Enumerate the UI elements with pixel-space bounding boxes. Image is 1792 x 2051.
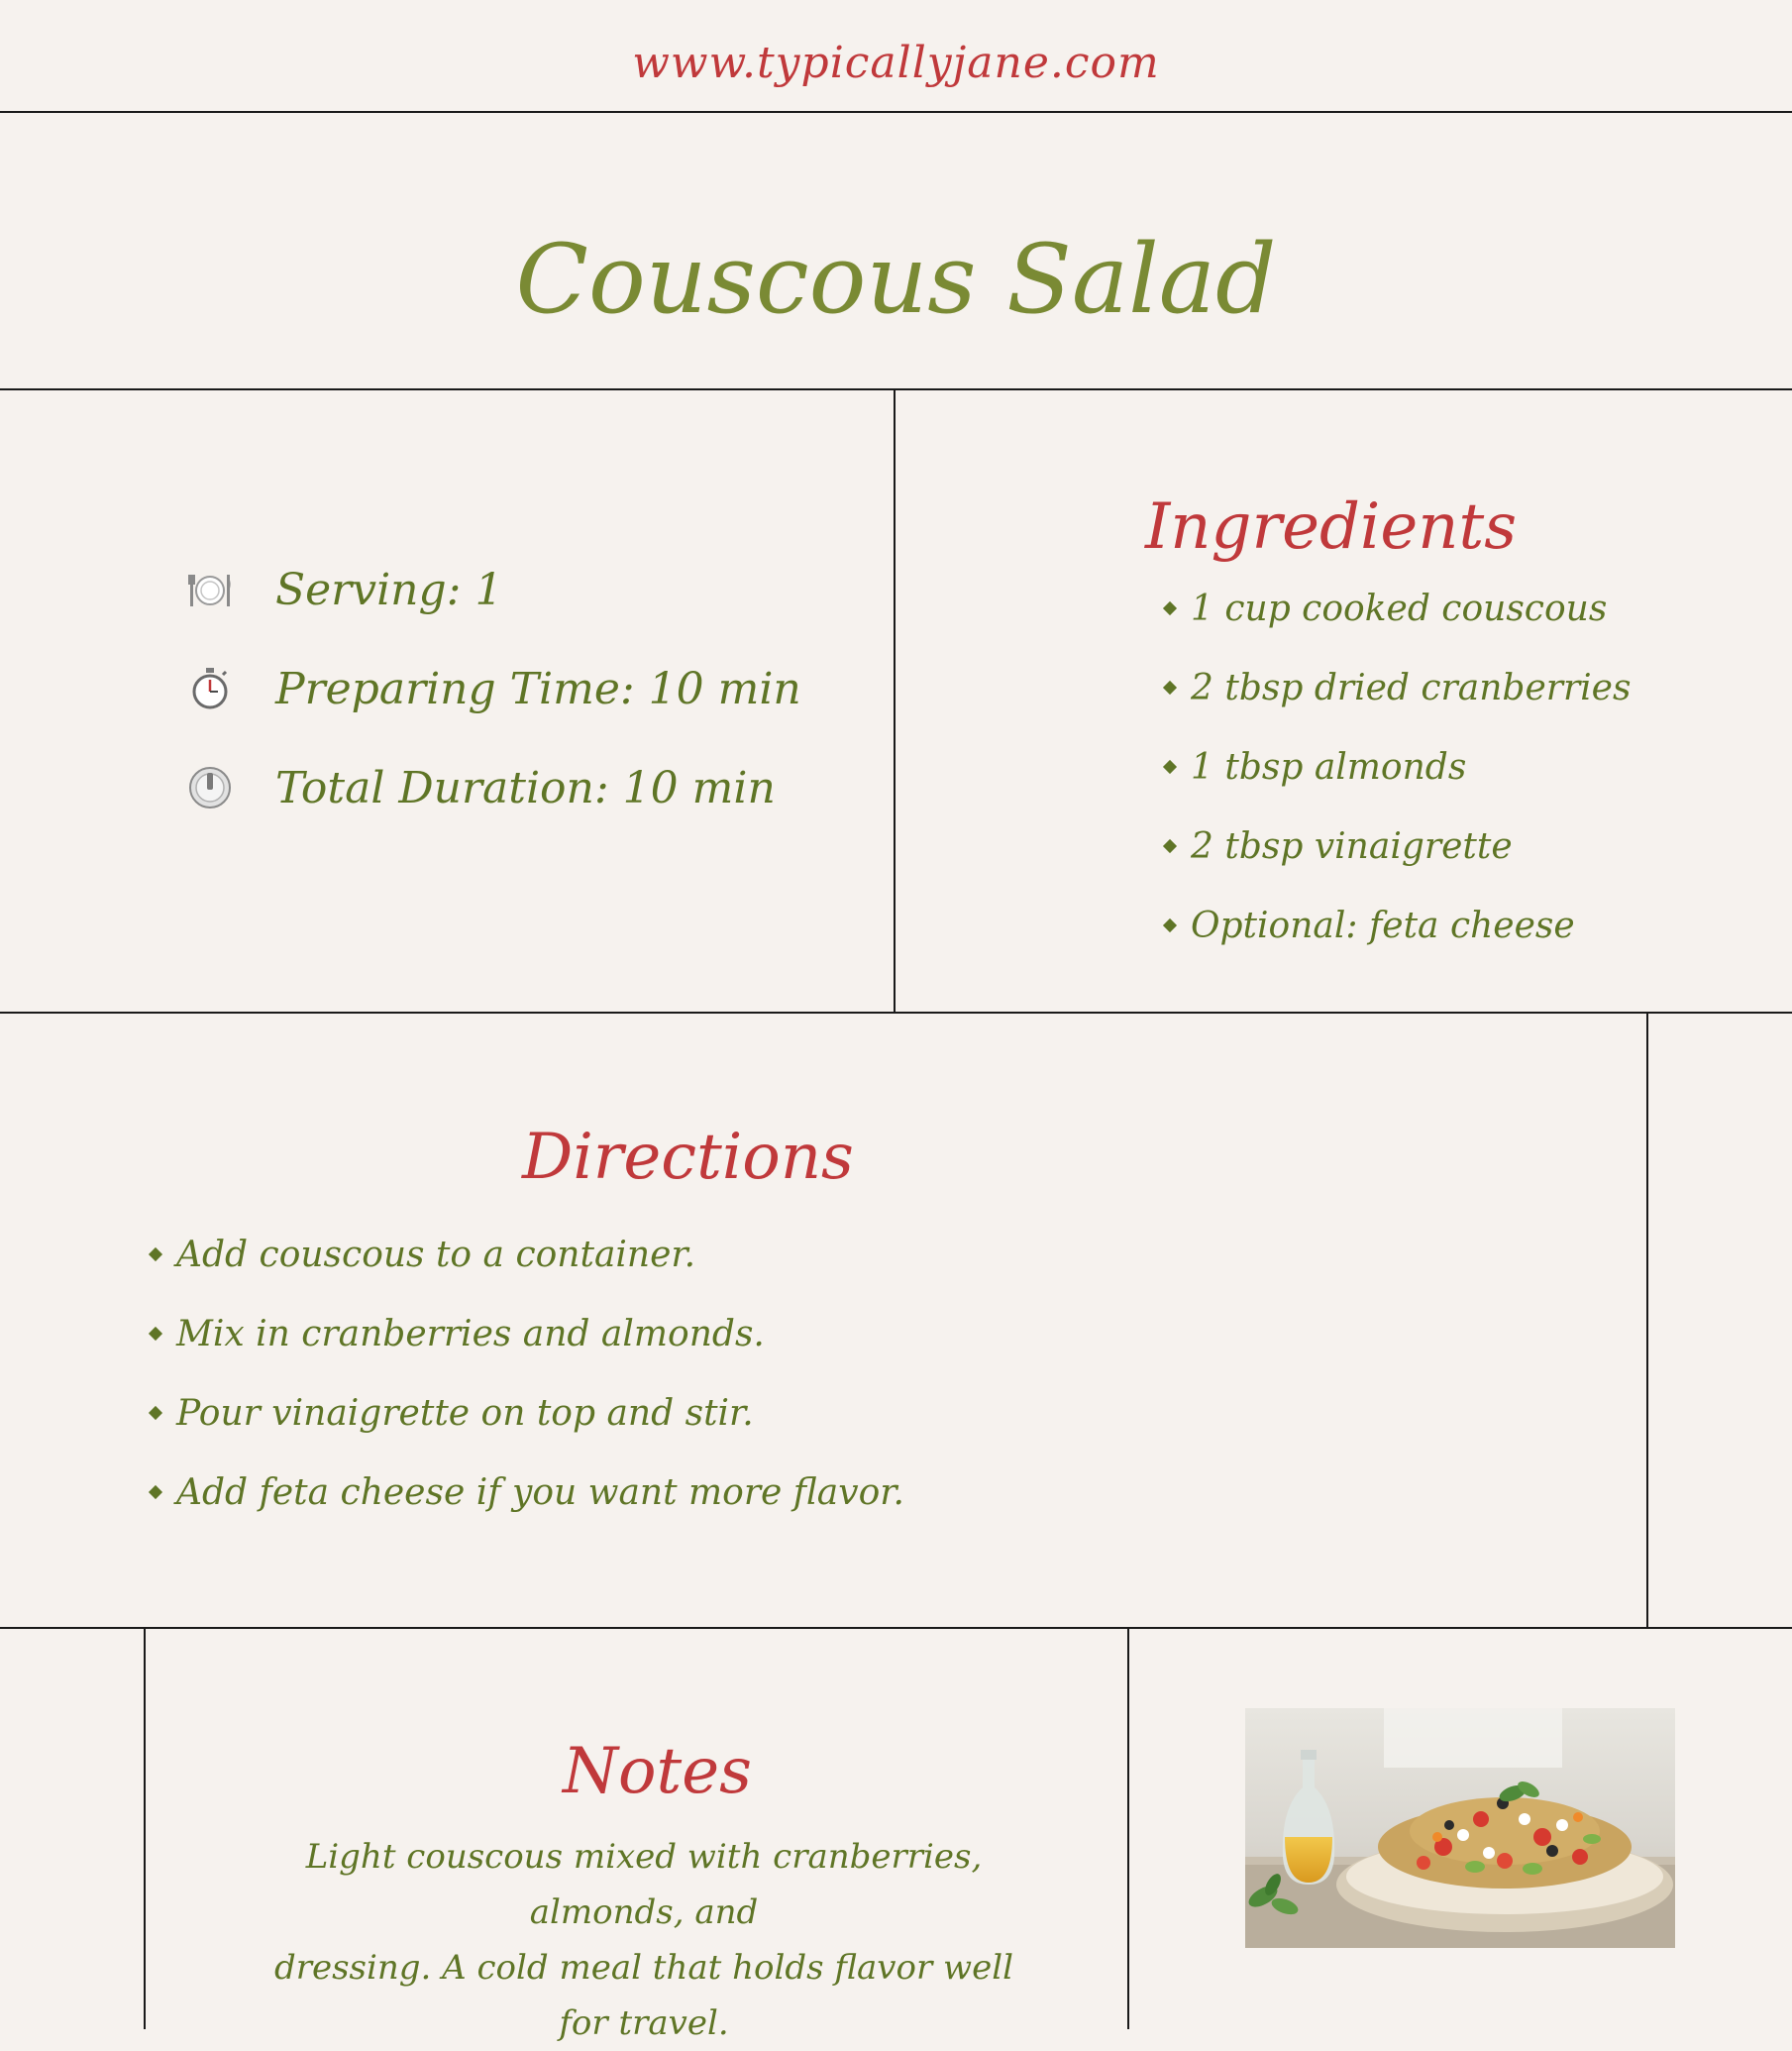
bullet-icon xyxy=(1163,918,1177,932)
meta-prep-time-text: Preparing Time: 10 min xyxy=(275,663,801,714)
direction-text: Mix in cranberries and almonds. xyxy=(176,1313,765,1354)
direction-step xyxy=(151,1389,754,1437)
divider-directions-right xyxy=(1646,1012,1648,1628)
divider-notes-left xyxy=(144,1627,146,2029)
meta-prep-time xyxy=(186,654,880,723)
ingredient-text: 1 tbsp almonds xyxy=(1191,746,1467,788)
bullet-icon xyxy=(1163,681,1177,695)
direction-text: Add feta cheese if you want more flavor. xyxy=(176,1471,904,1513)
ingredient-item xyxy=(1165,822,1513,870)
ingredient-item xyxy=(1165,743,1466,791)
page-title: Couscous Salad xyxy=(515,224,1277,335)
divider-header xyxy=(0,111,1792,113)
stopwatch-icon xyxy=(186,665,234,712)
ingredient-text: 1 cup cooked couscous xyxy=(1191,588,1608,629)
notes-line-2: dressing. A cold meal that holds flavor well for travel. xyxy=(273,1948,1014,2043)
ingredients-heading: Ingredients xyxy=(1145,490,1518,564)
meta-total-duration xyxy=(186,753,880,822)
ingredient-text: Optional: feta cheese xyxy=(1191,905,1575,946)
bullet-icon xyxy=(1163,839,1177,853)
bullet-icon xyxy=(1163,760,1177,774)
direction-step xyxy=(151,1231,695,1278)
bullet-icon xyxy=(149,1406,162,1420)
divider-notes-right xyxy=(1127,1627,1129,2029)
direction-step xyxy=(151,1468,904,1516)
ingredient-item xyxy=(1165,902,1575,949)
divider-title xyxy=(0,388,1792,390)
bullet-icon xyxy=(149,1485,162,1499)
divider-notes-top xyxy=(0,1627,1792,1629)
notes-line-1: Light couscous mixed with cranberries, almonds, and xyxy=(305,1837,983,1932)
direction-step xyxy=(151,1310,765,1357)
bullet-icon xyxy=(1163,601,1177,615)
divider-meta-ingredients xyxy=(894,388,896,1013)
directions-heading: Directions xyxy=(522,1121,854,1194)
meta-serving xyxy=(186,555,880,624)
notes-heading: Notes xyxy=(563,1735,752,1808)
ingredient-text: 2 tbsp vinaigrette xyxy=(1191,825,1513,867)
notes-text xyxy=(248,1829,1040,2051)
direction-text: Add couscous to a container. xyxy=(176,1234,696,1275)
ingredient-item xyxy=(1165,664,1631,711)
timer-icon xyxy=(186,764,234,811)
bullet-icon xyxy=(149,1327,162,1341)
ingredient-item xyxy=(1165,585,1607,632)
salad-photo xyxy=(1245,1708,1675,1948)
meta-serving-text: Serving: 1 xyxy=(275,564,503,615)
bullet-icon xyxy=(149,1247,162,1261)
plate-fork-knife-icon xyxy=(186,566,234,613)
direction-text: Pour vinaigrette on top and stir. xyxy=(176,1392,754,1434)
meta-total-duration-text: Total Duration: 10 min xyxy=(275,762,776,813)
divider-directions-top xyxy=(0,1012,1792,1014)
site-url[interactable]: www.typicallyjane.com xyxy=(632,38,1160,88)
ingredient-text: 2 tbsp dried cranberries xyxy=(1191,667,1632,708)
